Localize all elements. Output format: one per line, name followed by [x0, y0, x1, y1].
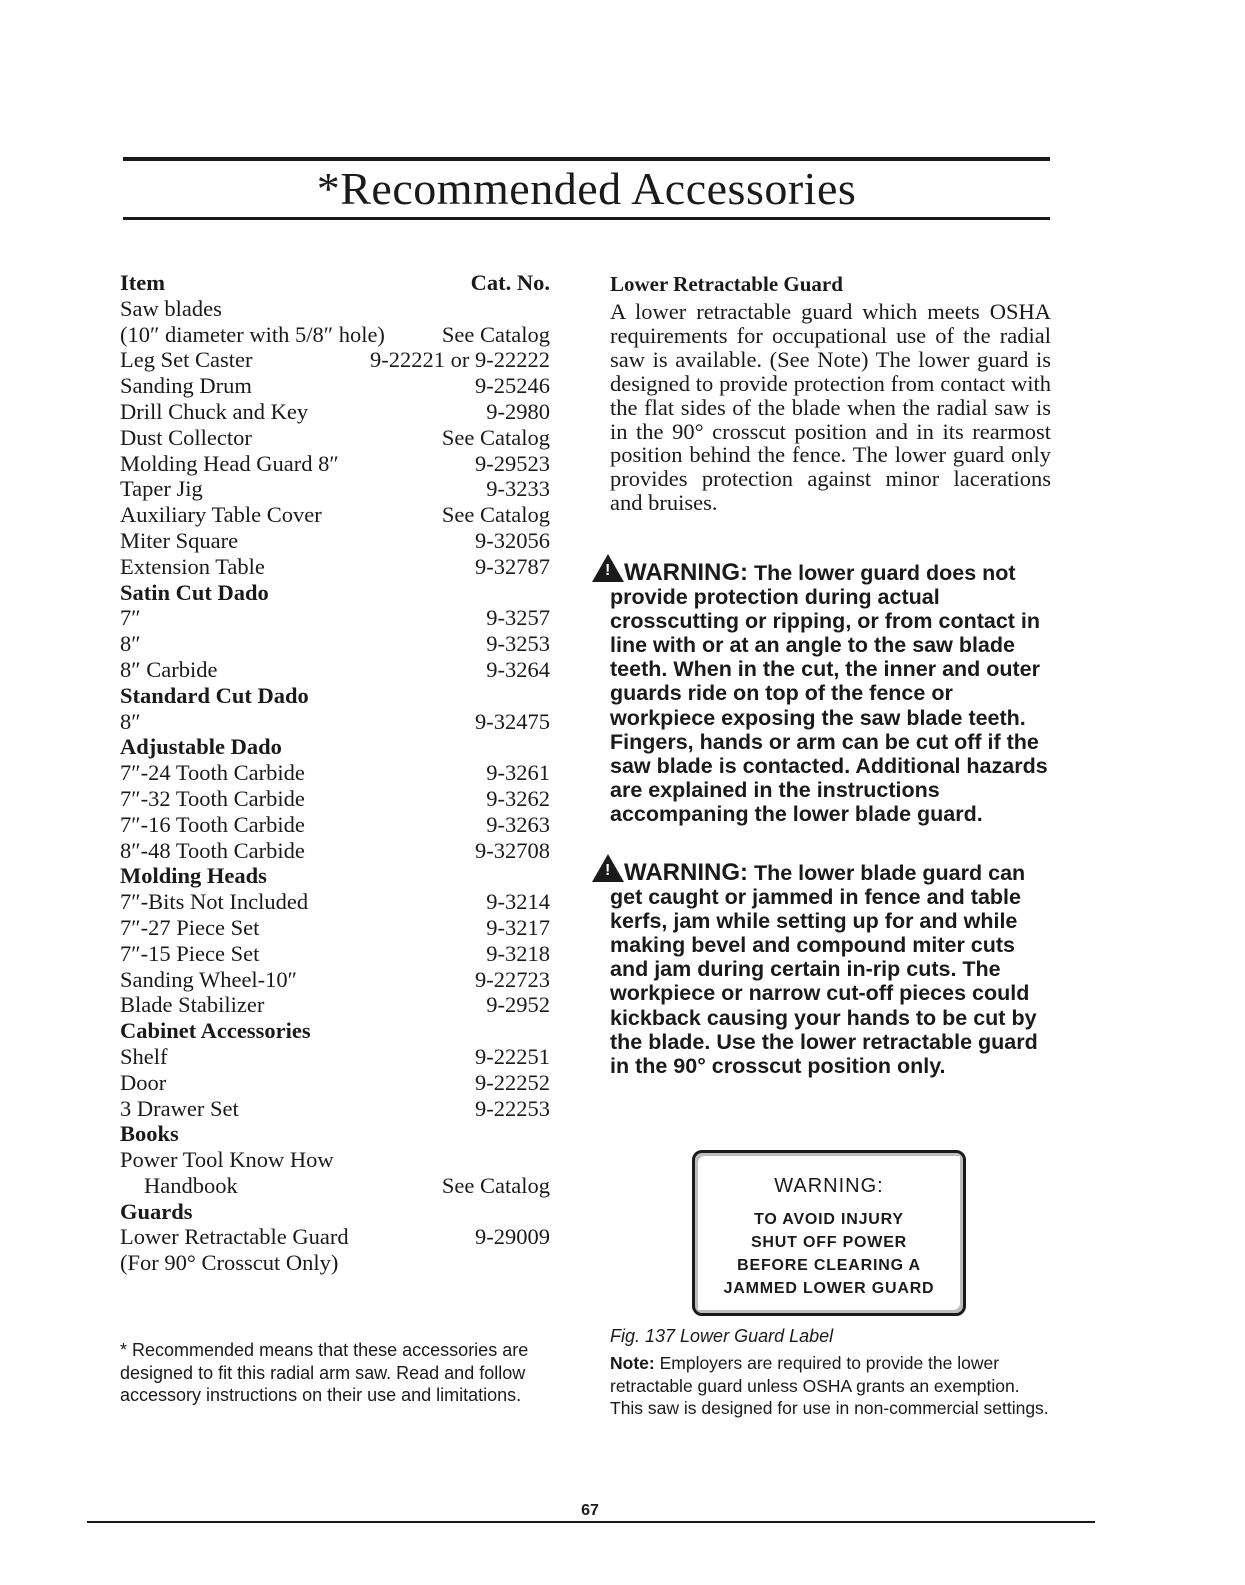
section-heading-label: Molding Heads	[120, 863, 267, 889]
item-name: Taper Jig	[120, 476, 203, 502]
catalog-number: 9-3217	[486, 914, 550, 940]
item-name: 7″-24 Tooth Carbide	[120, 760, 305, 786]
label-line: SHUT OFF POWER	[750, 1234, 908, 1251]
section-heading	[120, 863, 550, 889]
item-name: 8″	[120, 631, 141, 657]
catalog-number: 9-2980	[486, 398, 550, 424]
accessory-row	[120, 657, 550, 683]
accessory-row	[120, 373, 550, 399]
item-name: 8″	[120, 708, 141, 734]
column-header-item: Item	[120, 270, 165, 295]
item-name: Molding Head Guard 8″	[120, 450, 339, 476]
section-heading-label: Adjustable Dado	[120, 734, 282, 760]
accessory-row	[120, 838, 550, 864]
accessory-row	[120, 889, 550, 915]
accessory-row	[120, 1224, 550, 1250]
catalog-number: 9-3264	[486, 656, 550, 682]
accessory-row	[120, 605, 550, 631]
label-title: WARNING:	[774, 1175, 884, 1197]
accessory-row	[120, 631, 550, 657]
accessory-row	[120, 812, 550, 838]
item-name: Blade Stabilizer	[120, 992, 265, 1018]
item-name: (10″ diameter with 5/8″ hole)	[120, 321, 385, 347]
catalog-number: 9-32787	[475, 553, 550, 579]
item-name: Leg Set Caster	[120, 347, 253, 373]
accessory-row	[120, 1070, 550, 1096]
catalog-number: 9-3262	[486, 785, 550, 811]
item-name: Auxiliary Table Cover	[120, 502, 322, 528]
item-name: 3 Drawer Set	[120, 1095, 239, 1121]
note-text: Employers are required to provide the lower retractable guard unless OSHA grants an exemption. This saw is designed for use in non-commercial settings.	[610, 1353, 1049, 1418]
accessory-row	[120, 502, 550, 528]
warning-text: The lower blade guard can get caught or jammed in fence and table kerfs, jam while setting up for and while making bevel and compound miter cuts and jam during certain in-rip cuts. The workpiece or narrow cut-off pieces could kickback causing your hands to be cut by the blade. Use the lower retractable guard in the 90° crosscut position only.	[610, 861, 1038, 1078]
warning-block	[610, 854, 1055, 1078]
accessory-row	[120, 1173, 550, 1199]
header-rule-bottom	[123, 217, 1050, 220]
catalog-number: 9-22253	[475, 1095, 550, 1121]
accessory-row	[120, 1044, 550, 1070]
item-name: 8″ Carbide	[120, 656, 218, 682]
catalog-number: 9-25246	[475, 373, 550, 399]
catalog-number: 9-3263	[486, 811, 550, 837]
lower-guard-heading: Lower Retractable Guard	[610, 272, 843, 296]
catalog-number: See Catalog	[441, 502, 550, 528]
item-name: Drill Chuck and Key	[120, 398, 309, 424]
catalog-number: 9-32056	[475, 527, 550, 553]
note	[610, 1352, 1050, 1420]
catalog-number: 9-22252	[475, 1069, 550, 1095]
catalog-number: 9-29009	[475, 1224, 550, 1250]
accessory-row	[120, 1250, 550, 1276]
catalog-number: 9-29523	[475, 450, 550, 476]
item-name: Sanding Drum	[120, 373, 252, 399]
item-name: Dust Collector	[120, 424, 252, 450]
catalog-number: 9-2952	[486, 992, 550, 1018]
accessory-row	[120, 1096, 550, 1122]
accessory-row	[120, 476, 550, 502]
section-heading	[120, 1121, 550, 1147]
accessory-row	[120, 941, 550, 967]
item-name: 7″	[120, 605, 141, 631]
footnote: * Recommended means that these accessories are designed to fit this radial arm saw. Read and follow accessory instructions on their use and limitations.	[120, 1340, 529, 1405]
warning-triangle-icon	[592, 854, 624, 882]
catalog-number: 9-3214	[486, 889, 550, 915]
item-name: 7″-27 Piece Set	[120, 914, 260, 940]
accessory-row	[120, 451, 550, 477]
catalog-number: 9-32708	[475, 837, 550, 863]
accessory-row	[120, 554, 550, 580]
item-name: Sanding Wheel-10″	[120, 966, 298, 992]
item-name: Lower Retractable Guard	[120, 1224, 349, 1250]
accessory-row	[120, 347, 550, 373]
section-heading	[120, 1199, 550, 1225]
catalog-number: 9-22723	[475, 966, 550, 992]
accessory-row	[120, 528, 550, 554]
catalog-number: 9-3257	[486, 605, 550, 631]
label-line: BEFORE CLEARING A	[737, 1257, 921, 1274]
page-title: *Recommended Accessories	[316, 163, 857, 214]
item-name: (For 90° Crosscut Only)	[120, 1250, 339, 1276]
accessory-rows	[120, 296, 550, 1276]
accessory-row	[120, 399, 550, 425]
item-name: 7″-15 Piece Set	[120, 940, 260, 966]
warning-lead: WARNING:	[624, 559, 748, 586]
catalog-number: 9-32475	[475, 708, 550, 734]
figure-caption: Fig. 137 Lower Guard Label	[610, 1326, 834, 1346]
catalog-number: 9-3233	[486, 476, 550, 502]
item-name: Miter Square	[120, 527, 239, 553]
item-name: Extension Table	[120, 553, 265, 579]
lower-guard-section	[610, 270, 1051, 1078]
catalog-number: 9-22251	[475, 1043, 550, 1069]
warning-label-figure	[692, 1150, 966, 1316]
section-heading	[120, 580, 550, 606]
accessory-row	[120, 915, 550, 941]
accessory-row	[120, 709, 550, 735]
catalog-number: 9-3253	[486, 631, 550, 657]
item-name: Saw blades	[120, 295, 222, 321]
page-number: 67	[581, 1502, 599, 1519]
accessory-row	[120, 760, 550, 786]
section-heading-label: Cabinet Accessories	[120, 1018, 311, 1044]
warning-triangle-icon	[592, 554, 624, 582]
section-heading	[120, 683, 550, 709]
warning-lead: WARNING:	[624, 859, 748, 886]
section-heading-label: Books	[120, 1121, 179, 1147]
catalog-number: 9-3218	[486, 940, 550, 966]
catalog-number: See Catalog	[441, 321, 550, 347]
section-heading-label: Standard Cut Dado	[120, 682, 309, 708]
accessory-row	[120, 967, 550, 993]
item-name: Door	[120, 1069, 167, 1095]
item-name: 7″-16 Tooth Carbide	[120, 811, 305, 837]
accessory-row	[120, 1147, 550, 1173]
note-label: Note:	[610, 1353, 655, 1373]
section-heading	[120, 734, 550, 760]
warning-block	[610, 554, 1055, 826]
footer-rule	[87, 1521, 1095, 1523]
warning-text: The lower guard does not provide protection during actual crosscutting or ripping, or from contact in line with or at an angle to the saw blade teeth. When in the cut, the inner and outer guards ride on top of the fence or workpiece exposing the saw blade teeth. Fingers, hands or arm can be cut off if the saw blade is contacted. Additional hazards are explained in the instructions accompaning the lower blade guard.	[610, 561, 1048, 826]
item-name: 7″-32 Tooth Carbide	[120, 785, 305, 811]
table-header	[120, 270, 550, 296]
catalog-number: See Catalog	[441, 1172, 550, 1198]
section-heading	[120, 1018, 550, 1044]
item-name: Handbook	[144, 1172, 238, 1198]
item-name: Power Tool Know How	[120, 1147, 334, 1173]
catalog-number: 9-3261	[486, 760, 550, 786]
accessory-row	[120, 296, 550, 322]
catalog-number: See Catalog	[441, 424, 550, 450]
accessory-row	[120, 786, 550, 812]
accessories-table	[120, 270, 550, 1276]
accessory-row	[120, 322, 550, 348]
catalog-number: 9-22221 or 9-22222	[370, 347, 550, 373]
accessory-row	[120, 992, 550, 1018]
label-line: TO AVOID INJURY	[754, 1211, 904, 1228]
item-name: Shelf	[120, 1043, 168, 1069]
item-name: 8″-48 Tooth Carbide	[120, 837, 305, 863]
section-heading-label: Satin Cut Dado	[120, 579, 269, 605]
label-line: JAMMED LOWER GUARD	[723, 1280, 935, 1297]
item-name: 7″-Bits Not Included	[120, 889, 309, 915]
column-header-cat-no: Cat. No.	[470, 270, 550, 295]
lower-guard-body: A lower retractable guard which meets OSHA requirements for occupational use of the radial saw is available. (See Note) The lower guard is designed to provide protection from contact with the flat sides of the blade when the radial saw is in the 90° crosscut position and in its rearmost position behind the fence. The lower guard only provides protection against minor lacerations and bruises.	[610, 299, 1051, 516]
section-heading-label: Guards	[120, 1198, 193, 1224]
accessory-row	[120, 425, 550, 451]
